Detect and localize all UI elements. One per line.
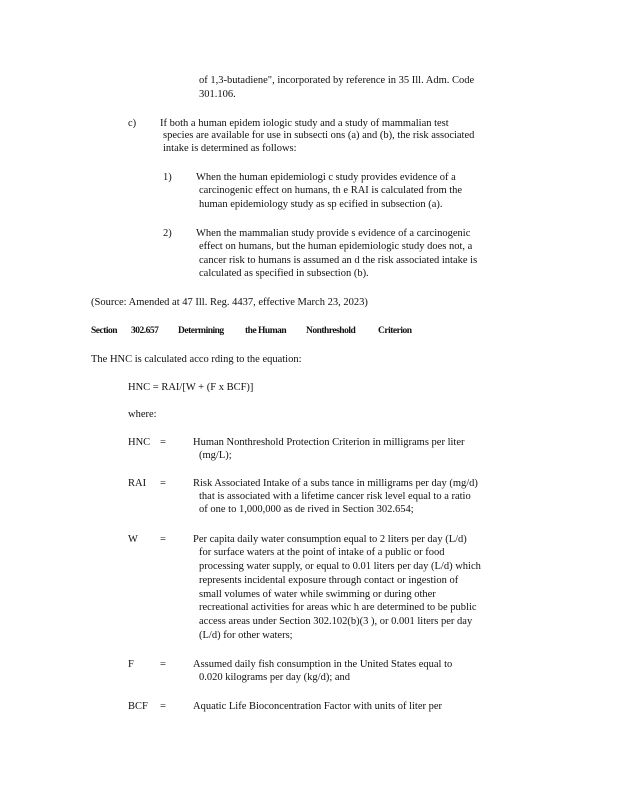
definition-w-line-7: access areas under Section 302.102(b)(3 ), or 0.001 liters per day xyxy=(199,616,473,627)
definition-rai-line-3: of one to 1,000,000 as de rived in Section 302.654; xyxy=(199,504,414,515)
definition-equals-bcf: = xyxy=(160,701,166,712)
where-label: where: xyxy=(128,409,157,420)
definition-rai-line-2: that is associated with a lifetime cancer risk level equal to a ratio xyxy=(199,491,471,502)
section-title-word-1: Determining xyxy=(178,326,224,336)
item-c-line-3: intake is determined as follows: xyxy=(163,143,297,154)
definition-w-line-5: small volumes of water while swimming or during other xyxy=(199,589,436,600)
definition-equals-f: = xyxy=(160,659,166,670)
definition-term-rai: RAI xyxy=(128,478,147,489)
definition-f-line-1: Assumed daily fish consumption in the United States equal to xyxy=(193,659,453,670)
definition-bcf-line-1: Aquatic Life Bioconcentration Factor with units of liter per xyxy=(193,701,443,712)
definition-equals-hnc: = xyxy=(160,437,166,448)
subitem-2-line-4: calculated as specified in subsection (b). xyxy=(199,268,369,279)
intro-text: The HNC is calculated acco rding to the equation: xyxy=(91,354,302,365)
subitem-2-line-2: effect on humans, but the human epidemiologic study does not, a xyxy=(199,241,473,252)
definition-w-line-4: represents incidental exposure through contact or ingestion of xyxy=(199,575,459,586)
subitem-2-line-3: cancer risk to humans is assumed an d the risk associated intake is xyxy=(199,255,478,266)
definition-hnc-line-2: (mg/L); xyxy=(199,450,232,461)
subitem-2-line-1: When the mammalian study provide s evidence of a carcinogenic xyxy=(196,228,471,239)
subitem-1-marker: 1) xyxy=(163,172,172,183)
item-c-marker: c) xyxy=(128,118,137,129)
section-title-word-2: the Human xyxy=(245,326,287,336)
definition-w-line-6: recreational activities for areas whic h are determined to be public xyxy=(199,602,477,613)
subitem-2-marker: 2) xyxy=(163,228,172,239)
section-label: Section xyxy=(91,326,118,336)
definition-w-line-3: processing water supply, or equal to 0.01 liters per day (L/d) which xyxy=(199,561,481,572)
definition-equals-rai: = xyxy=(160,478,166,489)
item-c-line-2: species are available for use in subsecti ons (a) and (b), the risk associated xyxy=(163,130,475,141)
definition-f-line-2: 0.020 kilograms per day (kg/d); and xyxy=(199,672,351,683)
definition-hnc-line-1: Human Nonthreshold Protection Criterion in milligrams per liter xyxy=(193,437,465,448)
continuation-line-2: 301.106. xyxy=(199,89,236,100)
subitem-1-line-3: human epidemiology study as sp ecified in subsection (a). xyxy=(199,199,443,210)
definition-term-w: W xyxy=(128,534,138,545)
continuation-line-1: of 1,3-butadiene", incorporated by reference in 35 Ill. Adm. Code xyxy=(199,75,475,86)
item-c-line-1: If both a human epidem iologic study and a study of mammalian test xyxy=(160,118,449,129)
definition-w-line-2: for surface waters at the point of intake of a public or food xyxy=(199,547,445,558)
equation: HNC = RAI/[W + (F x BCF)] xyxy=(128,382,254,393)
section-title-word-3: Nonthreshold xyxy=(306,326,356,336)
section-number: 302.657 xyxy=(131,326,159,336)
subitem-1-line-2: carcinogenic effect on humans, th e RAI is calculated from the xyxy=(199,185,463,196)
definition-rai-line-1: Risk Associated Intake of a subs tance in milligrams per day (mg/d) xyxy=(193,478,478,489)
definition-term-f: F xyxy=(128,659,134,670)
definition-term-bcf: BCF xyxy=(128,701,148,712)
section-title-word-4: Criterion xyxy=(378,326,412,336)
subitem-1-line-1: When the human epidemiologi c study provides evidence of a xyxy=(196,172,456,183)
definition-equals-w: = xyxy=(160,534,166,545)
definition-w-line-8: (L/d) for other waters; xyxy=(199,630,293,641)
definition-term-hnc: HNC xyxy=(128,437,151,448)
source-note: (Source: Amended at 47 Ill. Reg. 4437, effective March 23, 2023) xyxy=(91,297,368,308)
definition-w-line-1: Per capita daily water consumption equal to 2 liters per day (L/d) xyxy=(193,534,467,545)
